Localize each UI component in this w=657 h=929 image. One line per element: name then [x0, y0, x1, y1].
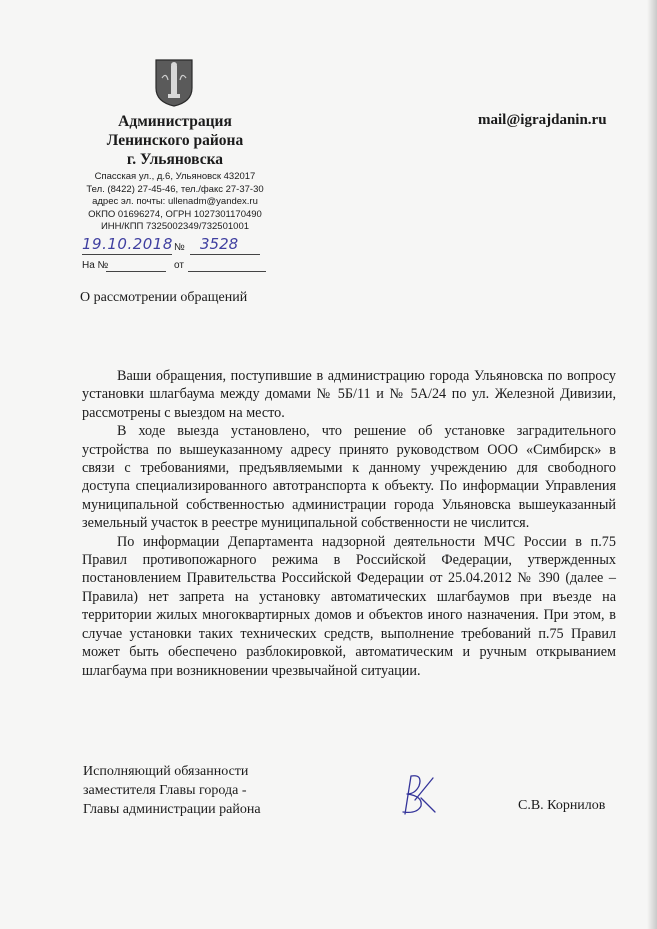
reference-number-blank [106, 271, 166, 272]
signatory-position [83, 762, 261, 819]
letter-subject: О рассмотрении обращений [80, 290, 248, 305]
organization-name [70, 112, 280, 169]
coat-of-arms-emblem [154, 58, 194, 108]
handwritten-signature [393, 770, 439, 820]
organization-contacts [60, 171, 290, 234]
position-line: Исполняющий обязанности [83, 764, 249, 779]
registration-line [82, 236, 272, 256]
contact-okpo: ОКПО 01696274, ОГРН 1027301170490 [88, 208, 262, 220]
body-paragraph: Ваши обращения, поступившие в администрацию города Ульяновска по вопросу установки шлагбаума между домами № 5Б/11 и № 5А/24 по ул. Железной Дивизии, рассмотрены с выездом на место. [82, 368, 616, 421]
contact-inn: ИНН/КПП 7325002349/732501001 [100, 221, 250, 232]
underline [82, 254, 172, 255]
registration-number: 3528 [200, 235, 239, 253]
underline [190, 254, 260, 255]
contact-phone: Тел. (8422) 27-45-46, тел./факс 27-37-30 [86, 183, 264, 195]
org-line: Ленинского района [106, 132, 244, 149]
signatory-name: С.В. Корнилов [518, 798, 606, 813]
reference-prefix: На № [82, 260, 109, 271]
registration-date: 19.10.2018 [82, 235, 173, 253]
reference-from: от [174, 260, 184, 271]
reference-line [82, 258, 272, 274]
org-line: Администрация [118, 113, 232, 130]
position-line: Главы администрации района [83, 802, 261, 817]
letter-body [82, 367, 616, 680]
contact-email: адрес эл. почты: ullenadm@yandex.ru [92, 196, 258, 207]
org-line: г. Ульяновска [126, 151, 224, 168]
reference-date-blank [188, 271, 266, 272]
recipient-email: mail@igrajdanin.ru [478, 112, 607, 128]
registration-block [82, 236, 282, 276]
page-edge-shadow [647, 0, 657, 929]
number-sign: № [174, 242, 185, 253]
contact-address: Спасская ул., д.6, Ульяновск 432017 [94, 171, 256, 182]
body-paragraph: В ходе выезда установлено, что решение об установке заградительного устройства по вышеуказанному адресу принято руководством ООО «Симбирск» в связи с требованиями, предъявляемыми к данному учреждению для свободного доступа специализированного автотранспорта к объекту. По информации Управления муниципальной собственностью администрации города Ульяновска вышеуказанный земельный участок в реестре муниципальной собственности не числится. [82, 423, 616, 532]
body-paragraph: По информации Департамента надзорной деятельности МЧС России в п.75 Правил противопожарного режима в Российской Федерации, утвержденных постановлением Правительства Российской Федерации от 25.04.2012 № 390 (далее – Правила) нет запрета на установку автоматических шлагбаумов при въезде на территории жилых многоквартирных домов и объектов иного назначения. При этом, в случае установки таких технических средств, выполнение требований п.75 Правил может быть обеспечено разблокировкой, автоматическим и ручным открыванием шлагбаума при возникновении чрезвычайной ситуации. [82, 533, 616, 679]
position-line: заместителя Главы города - [83, 783, 247, 798]
